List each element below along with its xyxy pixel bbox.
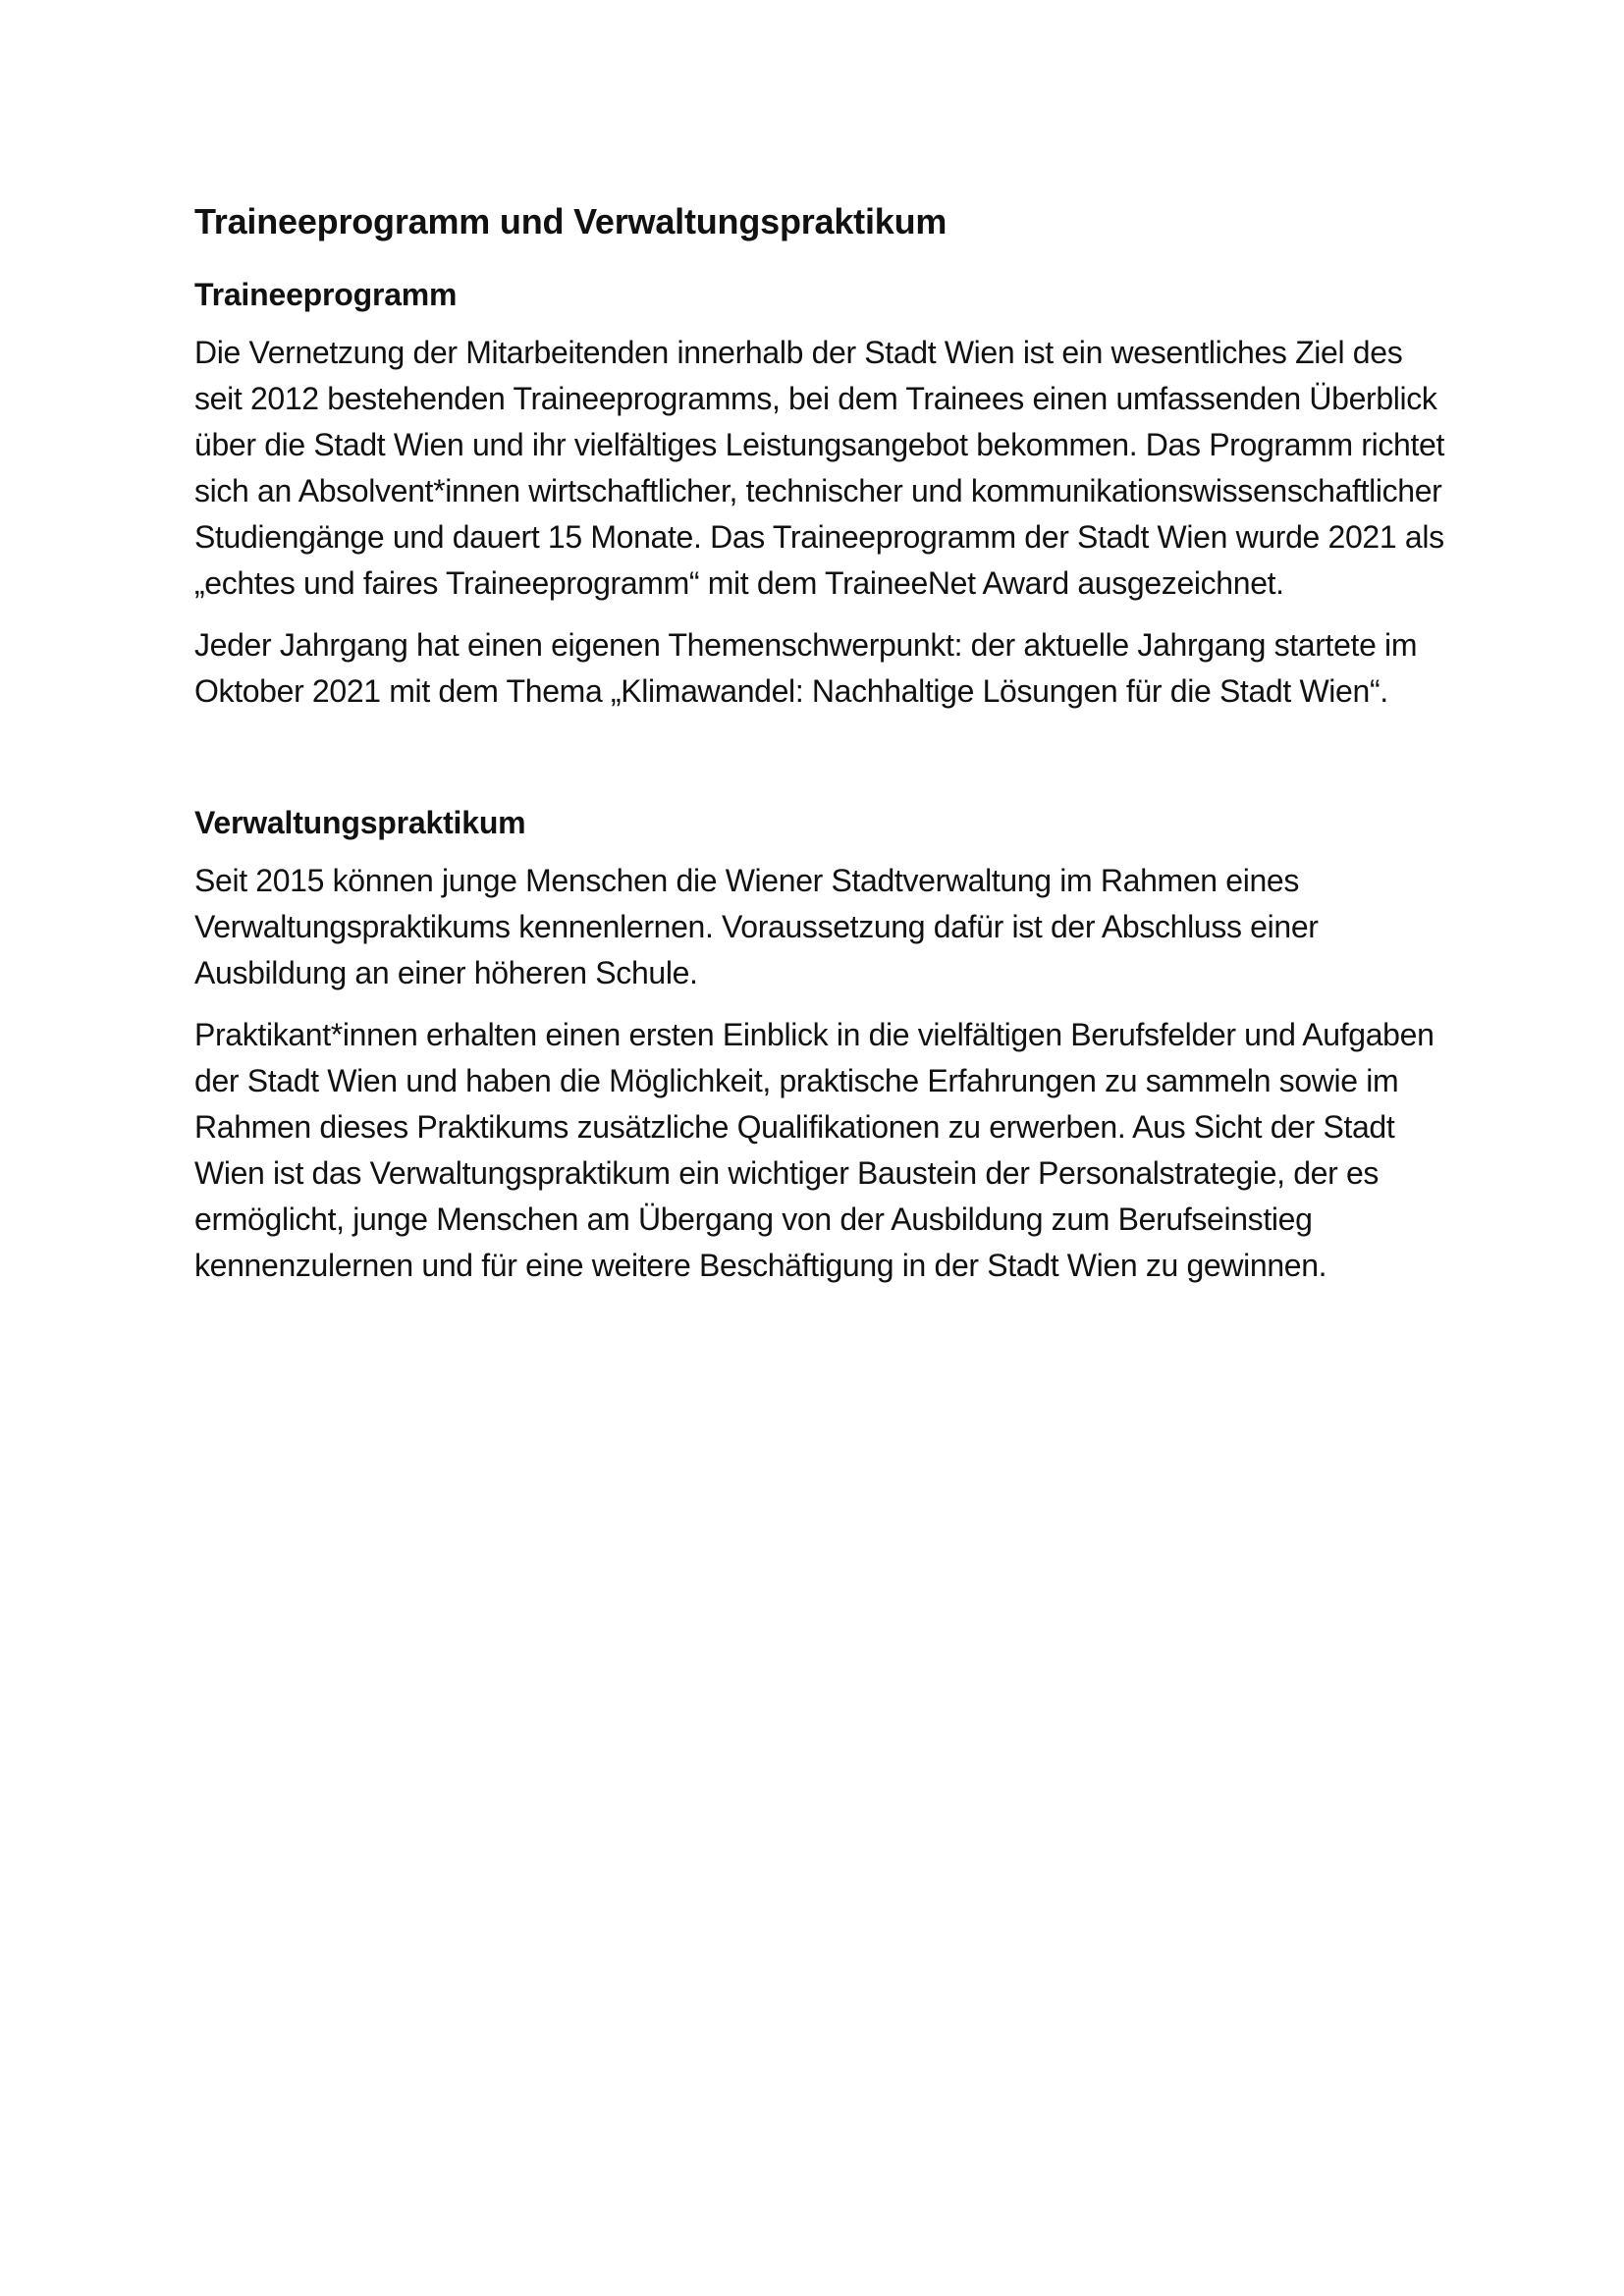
- section-traineeprogramm: [194, 273, 1451, 715]
- paragraph-traineeprogramm-1: Die Vernetzung der Mitarbeitenden innerhalb der Stadt Wien ist ein wesentliches Ziel des seit 2012 bestehenden Traineeprogramms, bei dem Trainees einen umfassenden Überblick über die Stadt Wien und ihr vielfältiges Leistungsangebot bekommen. Das Programm richtet sich an Absolvent*innen wirtschaftlicher, technischer und kommunikationswissenschaftlicher Studiengänge und dauert 15 Monate. Das Traineeprogramm der Stadt Wien wurde 2021 als „echtes und faires Traineeprogramm“ mit dem TraineeNet Award ausgezeichnet.: [194, 335, 1444, 601]
- document-title: Traineeprogramm und Verwaltungspraktikum: [194, 201, 947, 241]
- section-verwaltungspraktikum: [194, 801, 1451, 1289]
- document-page: [194, 196, 1451, 1305]
- paragraph-verwaltungspraktikum-2: Praktikant*innen erhalten einen ersten Einblick in die vielfältigen Berufsfelder und Aufgaben der Stadt Wien und haben die Möglichkeit, praktische Erfahrungen zu sammeln sowie im Rahmen dieses Praktikums zusätzliche Qualifikationen zu erwerben. Aus Sicht der Stadt Wien ist das Verwaltungspraktikum ein wichtiger Baustein der Personalstrategie, der es ermöglicht, junge Menschen am Übergang von der Ausbildung zum Berufseinstieg kennenzulernen und für eine weitere Beschäftigung in der Stadt Wien zu gewinnen.: [194, 1017, 1435, 1283]
- paragraph-verwaltungspraktikum-1: Seit 2015 können junge Menschen die Wiener Stadtverwaltung im Rahmen eines Verwaltungspraktikums kennenlernen. Voraussetzung dafür ist der Abschluss einer Ausbildung an einer höheren Schule.: [194, 863, 1319, 990]
- section-heading-verwaltungspraktikum: Verwaltungspraktikum: [194, 805, 526, 840]
- section-spacer: [194, 730, 1451, 801]
- section-heading-traineeprogramm: Traineeprogramm: [194, 277, 458, 312]
- paragraph-traineeprogramm-2: Jeder Jahrgang hat einen eigenen Themenschwerpunkt: der aktuelle Jahrgang startete im Oktober 2021 mit dem Thema „Klimawandel: Nachhaltige Lösungen für die Stadt Wien“.: [194, 627, 1418, 709]
